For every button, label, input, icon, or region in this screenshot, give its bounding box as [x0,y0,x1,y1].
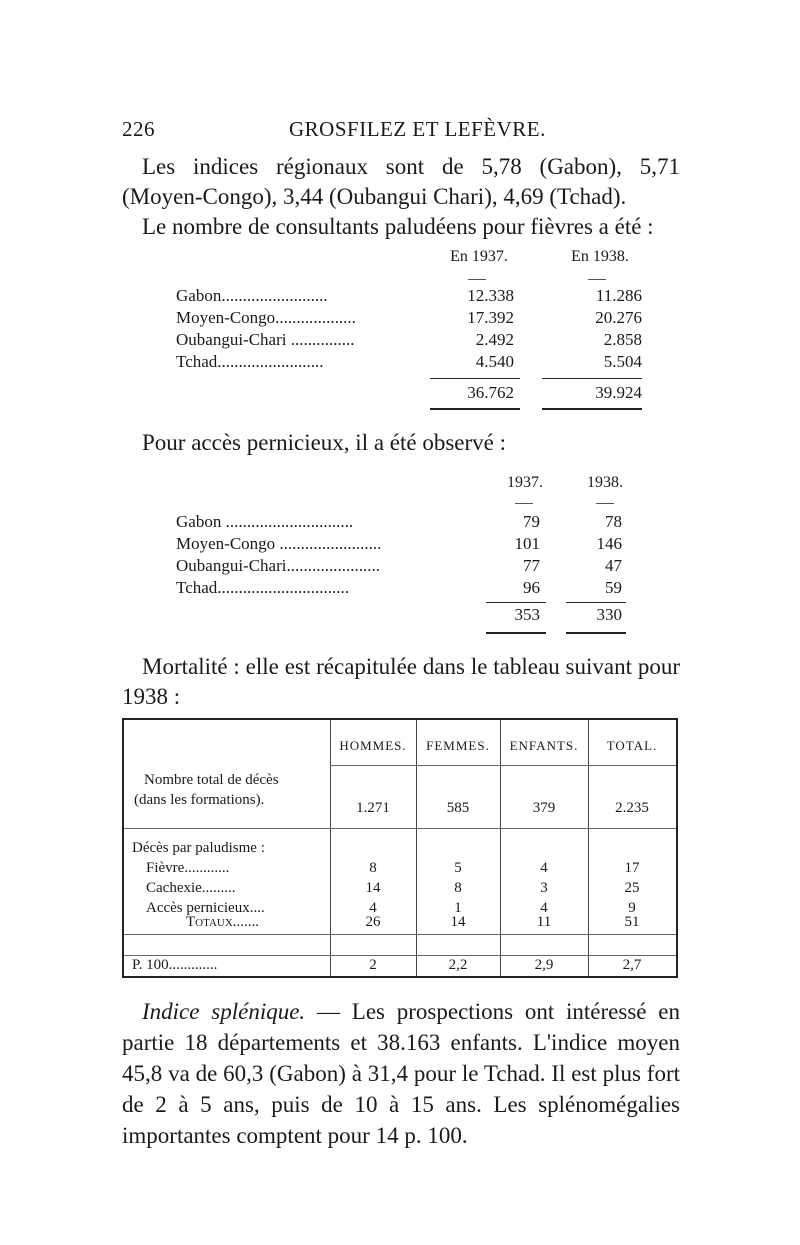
table-cell: 77 [523,556,540,575]
running-title: GROSFILEZ ET LEFÈVRE. [289,117,546,141]
table-cell: 14 [450,914,466,930]
table-cell: 26 [365,914,381,930]
table-cell: 2.492 [475,330,514,349]
header-enfants: ENFANTS. [509,738,579,753]
total-deaths-label: Nombre total de décès [144,772,279,788]
header-hommes: HOMMES. [339,738,407,753]
table-row-label: Gabon......................... [176,286,328,305]
table-cell: 11.286 [595,286,642,305]
table-cell: 8 [454,880,462,896]
totals-label: Totaux....... [186,914,260,930]
col-1937-header: 1937. [507,474,543,491]
table-cell: 4 [369,900,377,916]
table-row-label: Gabon .............................. [176,512,354,531]
paragraph-splenic-index [122,996,680,1151]
percent-label: P. 100............. [132,957,218,973]
col-1938-header: En 1938. [571,248,629,265]
table-cell: 51 [624,914,640,930]
table-row-label: Accès pernicieux.... [146,900,265,916]
table-cell: 101 [514,534,540,553]
malaria-deaths-label: Décès par paludisme : [132,840,265,856]
col-1937-header: En 1937. [450,248,508,265]
mortality-table [122,718,678,978]
table-row-label: Tchad......................... [176,352,324,371]
table-cell: 4 [540,900,548,916]
paragraph-mortality: Mortalité : elle est récapitulée dans le tableau suivant pour 1938 : [122,654,680,709]
paragraph-consultants: Le nombre de consultants paludéens pour fièvres a été : [142,214,654,239]
table-row-label: Oubangui-Chari ............... [176,330,355,349]
table-cell: 17.392 [467,308,514,327]
total-1937: 353 [514,605,540,624]
table-cell: 2 [369,957,377,973]
paragraph-regional-indices: Les indices régionaux sont de 5,78 (Gabon), 5,71 (Moyen-Congo), 3,44 (Oubangui Chari), 4,69 (Tchad). [122,154,680,209]
table-cell: 20.276 [595,308,642,327]
table-cell: 1.271 [356,800,390,816]
table-cell: 146 [596,534,622,553]
table-cell: 14 [365,880,381,896]
table-cell: 25 [624,880,640,896]
table-cell: 379 [532,800,556,816]
table-cell: 78 [605,512,622,531]
table-cell: 2,7 [622,957,642,973]
table-row-label: Moyen-Congo ........................ [176,534,382,553]
table-cell: 3 [540,880,548,896]
table-cell: 12.338 [467,286,514,305]
total-1938: 39.924 [595,383,642,402]
table-cell: 2,2 [448,957,468,973]
table-cell: 96 [523,578,540,597]
table-row-label: Oubangui-Chari...................... [176,556,380,575]
total-1937: 36.762 [467,383,514,402]
table-cell: 2,9 [534,957,554,973]
paragraph-pernicious: Pour accès pernicieux, il a été observé : [142,430,507,455]
table-row-label: Cachexie......... [146,880,236,896]
table-cell: 11 [536,914,552,930]
header-total: TOTAL. [606,738,658,753]
table-row-label: Tchad............................... [176,578,350,597]
total-deaths-sublabel: (dans les formations). [134,792,265,808]
table-cell: 5 [454,860,462,876]
table-cell: 5.504 [603,352,642,371]
table-cell: 59 [605,578,622,597]
total-1938: 330 [596,605,622,624]
table-row-label: Fièvre............ [146,860,230,876]
table-cell: 1 [454,900,462,916]
table-cell: 79 [523,512,540,531]
table-cell: 47 [605,556,622,575]
table-cell: 2.235 [615,800,649,816]
table-cell: 4.540 [475,352,514,371]
table-cell: 585 [446,800,470,816]
table-cell: 17 [624,860,640,876]
page-number: 226 [122,117,155,141]
table-cell: 9 [628,900,636,916]
table-row-label: Moyen-Congo................... [176,308,356,327]
splenic-index-body: — Les prospections ont intéressé en partie 18 départements et 38.163 enfants. L'indice moyen 45,8 va de 60,3 (Gabon) à 31,4 pour le Tchad. Il est plus fort de 2 à 5 ans, puis de 10 à 15 ans. Les splénomégalies importantes comptent pour 14 p. 100. [122,999,680,1148]
table-cell: 2.858 [603,330,642,349]
table-cell: 4 [540,860,548,876]
col-1938-header: 1938. [587,474,623,491]
table-cell: 8 [369,860,377,876]
header-femmes: FEMMES. [426,738,490,753]
splenic-index-title: Indice splénique. [142,999,306,1024]
